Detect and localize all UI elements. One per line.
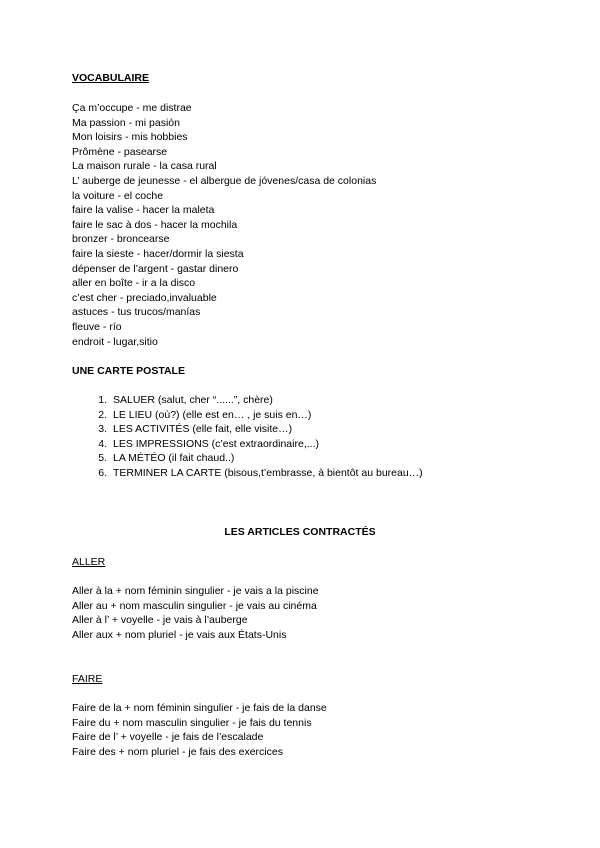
vocabulaire-section xyxy=(72,71,149,86)
vocabulaire-heading: VOCABULAIRE xyxy=(72,72,150,84)
vocab-item: La maison rurale - la casa rural xyxy=(72,160,217,173)
faire-list xyxy=(72,701,327,759)
aller-item: Aller aux + nom pluriel - je vais aux États-Unis xyxy=(72,628,287,641)
faire-heading: FAIRE xyxy=(72,673,103,685)
aller-item: Aller à l’ + voyelle - je vais à l’auberge xyxy=(72,614,248,627)
aller-section xyxy=(72,555,105,570)
vocab-item: la voiture - el coche xyxy=(72,189,164,202)
vocab-item: fleuve - río xyxy=(72,320,122,333)
faire-item: Faire de la + nom féminin singulier - je fais de la danse xyxy=(72,702,327,714)
aller-item: Aller à la + nom féminin singulier - je vais a la piscine xyxy=(72,585,319,597)
aller-heading: ALLER xyxy=(72,556,106,568)
aller-item: Aller au + nom masculin singulier - je vais au cinéma xyxy=(72,599,317,612)
aller-list xyxy=(72,584,319,642)
vocab-item: faire la valise - hacer la maleta xyxy=(72,204,215,217)
vocab-item: bronzer - broncearse xyxy=(72,233,170,246)
vocab-item: L’ auberge de jeunesse - el albergue de jóvenes/casa de colonias xyxy=(72,174,377,187)
carte-postale-heading: UNE CARTE POSTALE xyxy=(72,365,185,377)
faire-item: Faire du + nom masculin singulier - je fais du tennis xyxy=(72,716,312,729)
articles-contractes-title: LES ARTICLES CONTRACTÉS xyxy=(224,526,376,538)
vocabulaire-list xyxy=(72,101,376,349)
list-item: 1. SALUER (salut, cher “......”, chère) xyxy=(98,394,273,406)
vocab-item: Mon loisirs - mis hobbies xyxy=(72,131,188,144)
vocab-item: faire la sieste - hacer/dormir la siesta xyxy=(72,247,244,260)
faire-item: Faire des + nom pluriel - je fais des exercices xyxy=(72,745,283,758)
list-item: 3. LES ACTIVITÉS (elle fait, elle visite…) xyxy=(98,423,293,436)
vocab-item: astuces - tus trucos/manías xyxy=(72,306,201,319)
faire-section xyxy=(72,672,102,687)
list-item: 5. LA MÉTÉO (il fait chaud..) xyxy=(98,452,235,465)
carte-postale-section xyxy=(72,364,185,379)
list-item: 2. LE LIEU (où?) (elle est en… , je suis en…) xyxy=(98,408,312,421)
vocab-item: endroit - lugar,sitio xyxy=(72,335,158,348)
faire-item: Faire de l’ + voyelle - je fais de l’escalade xyxy=(72,731,264,744)
vocab-item: Prômène - pasearse xyxy=(72,145,168,158)
vocab-item: c’est cher - preciado,invaluable xyxy=(72,291,217,304)
list-item: 4. LES IMPRESSIONS (c’est extraordinaire,...) xyxy=(98,437,319,450)
vocab-item: Ça m’occupe - me distrae xyxy=(72,102,192,114)
list-item: 6. TERMINER LA CARTE (bisous,t’embrasse, à bientôt au bureau…) xyxy=(98,466,423,479)
carte-postale-list xyxy=(90,393,423,481)
vocab-item: dépenser de l’argent - gastar dinero xyxy=(72,262,239,275)
vocab-item: Ma passion - mi pasión xyxy=(72,116,180,129)
vocab-item: aller en boîte - ir a la disco xyxy=(72,277,196,290)
vocab-item: faire le sac à dos - hacer la mochila xyxy=(72,218,238,231)
